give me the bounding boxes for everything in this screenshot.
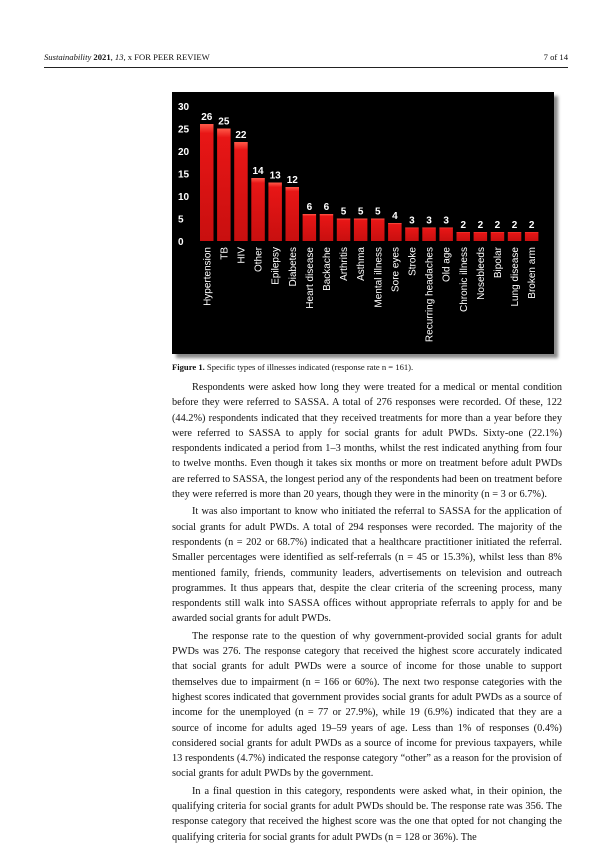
figure-1-chart bbox=[172, 92, 554, 354]
figure-label: Figure 1. bbox=[172, 362, 205, 372]
x-tick-label: Recurring headaches bbox=[424, 247, 436, 343]
bar-value-label: 14 bbox=[252, 166, 264, 177]
bar-value-label: 25 bbox=[218, 116, 230, 128]
y-tick-label: 20 bbox=[178, 147, 190, 158]
bar bbox=[388, 223, 402, 241]
x-tick-label: Chronic illness bbox=[458, 247, 470, 313]
paragraph: It was also important to know who initiated the referral to SASSA for the application of social grants for adult PWDs. A total of 294 responses were recorded. The majority of the respondents (n = 202 or 68.7%) indicated that a healthcare practitioner initiated the referral. Smaller percentages were identified as self-referrals (n = 45 or 15.3%), whilst less than 8% mentioned family, friends, community leaders, advertisements on television and outreach programmes. It thus appears that, despite the clear criteria of the screening process, many respondents still walk into SASSA offices without appropriate referrals to apply for and be awarded social grants for adult PWDs. bbox=[172, 506, 562, 625]
bar bbox=[251, 178, 264, 241]
bar bbox=[439, 228, 453, 242]
bar-value-label: 2 bbox=[494, 220, 501, 231]
bar-value-label: 2 bbox=[528, 220, 535, 231]
x-tick-label: Stroke bbox=[407, 247, 419, 276]
bar bbox=[200, 124, 214, 241]
bar-value-label: 5 bbox=[340, 206, 347, 218]
bar-value-label: 3 bbox=[409, 215, 415, 227]
journal-year: 2021 bbox=[93, 52, 111, 62]
bar bbox=[525, 232, 539, 241]
bar-value-label: 22 bbox=[235, 130, 247, 141]
bar-value-label: 3 bbox=[443, 215, 449, 227]
x-tick-label: Epilepsy bbox=[270, 247, 282, 285]
running-header bbox=[44, 50, 568, 64]
bar bbox=[405, 228, 419, 242]
header-rule bbox=[44, 67, 568, 68]
x-tick-label: Mental illness bbox=[373, 247, 385, 308]
bar bbox=[337, 219, 351, 242]
x-tick-label: HIV bbox=[236, 247, 248, 264]
journal-citation: Sustainability 2021, 13, x FOR PEER REVIEW bbox=[44, 52, 210, 62]
bar bbox=[268, 183, 282, 242]
paragraph: Respondents were asked how long they were treated for a medical or mental condition before they were referred to SASSA. A total of 276 responses were recorded. Of these, 122 (44.2%) respondents indicated that they received treatments for more than a year before they were referred to SASSA to apply for social grants for adult PWDs. Sixty-one (22.1%) respondents indicated a period from 1–3 months, whilst the rest indicated anything from four to twelve months. Even though it takes six months or more on treatment before adult PWDs are referred to SASSA, the longest period any of the respondents had been on treatment before they were referred is more than 20 years, though they were in the minority (n = 3 or 6.7%). bbox=[172, 382, 563, 501]
bar-chart bbox=[172, 92, 554, 354]
bar-value-label: 5 bbox=[374, 206, 381, 218]
y-tick-label: 25 bbox=[178, 124, 190, 136]
bar-value-label: 2 bbox=[460, 220, 467, 231]
y-tick-label: 10 bbox=[178, 192, 190, 203]
x-tick-label: Diabetes bbox=[287, 247, 299, 287]
x-tick-label: Other bbox=[253, 247, 265, 273]
bar bbox=[303, 214, 317, 241]
bar-value-label: 2 bbox=[477, 220, 484, 231]
y-tick-label: 15 bbox=[178, 169, 190, 181]
body-text bbox=[172, 380, 562, 847]
bar-value-label: 12 bbox=[286, 175, 298, 186]
bar-value-label: 2 bbox=[511, 220, 518, 231]
x-tick-label: Lung disease bbox=[510, 247, 522, 307]
x-tick-label: Broken arm bbox=[527, 247, 539, 299]
x-tick-label: Backache bbox=[321, 247, 333, 291]
bar bbox=[508, 232, 522, 241]
journal-volume: 13 bbox=[114, 52, 124, 62]
bar bbox=[422, 228, 436, 242]
bar bbox=[457, 232, 471, 241]
bar bbox=[474, 232, 488, 241]
bar bbox=[371, 219, 385, 242]
bar-value-label: 3 bbox=[426, 215, 432, 227]
x-tick-label: Old age bbox=[441, 247, 453, 283]
paragraph: The response rate to the question of why government-provided social grants for adult PWDs was 276. The response category that received the highest score accurately indicated that social grants for adult PWDs were a source of income for those unable to support themselves due to impairment (n = 166 or 60%). The next two response categories with the highest scores indicated that government provides social grants for adult PWDs as a source of income for the unemployed (n = 77 or 27.9%), while 19 (6.9%) indicated that they are a source of income for adults aged 19–59 years of age. Less than 1% of responses (0.4%) considered social grants for adult PWDs as a source of income for previous taxpayers, while 13 respondents (4.7%) indicated the response category “other” as a reason for the provision of social grants for adult PWDs by the government. bbox=[172, 630, 562, 780]
bar-value-label: 26 bbox=[201, 112, 213, 123]
x-tick-label: Sore eyes bbox=[390, 247, 402, 293]
paragraph: In a final question in this category, respondents were asked what, in their opinion, the qualifying criteria for social grants for adult PWDs should be. The response rate was 356. The response category that received the highest score was the one that opted for not changing the qualifying criteria for social grants for adult PWDs (n = 128 or 36%). The bbox=[172, 785, 562, 843]
y-tick-label: 30 bbox=[178, 102, 190, 113]
y-tick-label: 5 bbox=[178, 214, 184, 226]
bar-value-label: 6 bbox=[323, 202, 330, 213]
x-tick-label: Heart disease bbox=[304, 247, 316, 309]
bar-value-label: 5 bbox=[357, 206, 364, 218]
figure-caption bbox=[172, 361, 562, 373]
bar-value-label: 6 bbox=[306, 202, 313, 213]
x-tick-label: TB bbox=[219, 247, 231, 260]
bar bbox=[286, 187, 300, 241]
x-tick-label: Hypertension bbox=[202, 247, 214, 306]
bar bbox=[491, 232, 505, 241]
bar-value-label: 4 bbox=[392, 211, 398, 222]
bar bbox=[234, 142, 248, 241]
bar-value-label: 13 bbox=[269, 170, 281, 182]
page-number: 7 of 14 bbox=[543, 52, 568, 62]
journal-review-note: , x FOR PEER REVIEW bbox=[123, 52, 210, 62]
x-tick-label: Asthma bbox=[356, 247, 368, 281]
x-tick-label: Arthritis bbox=[339, 247, 351, 281]
bar bbox=[354, 219, 368, 242]
x-tick-label: Nosebleeds bbox=[475, 247, 487, 300]
x-tick-label: Bipolar bbox=[492, 247, 504, 279]
y-tick-label: 0 bbox=[178, 237, 184, 248]
bar bbox=[320, 214, 334, 241]
journal-name: Sustainability bbox=[44, 52, 92, 62]
bar bbox=[217, 129, 231, 242]
figure-caption-text: Specific types of illnesses indicated (response rate n = 161). bbox=[204, 362, 414, 372]
